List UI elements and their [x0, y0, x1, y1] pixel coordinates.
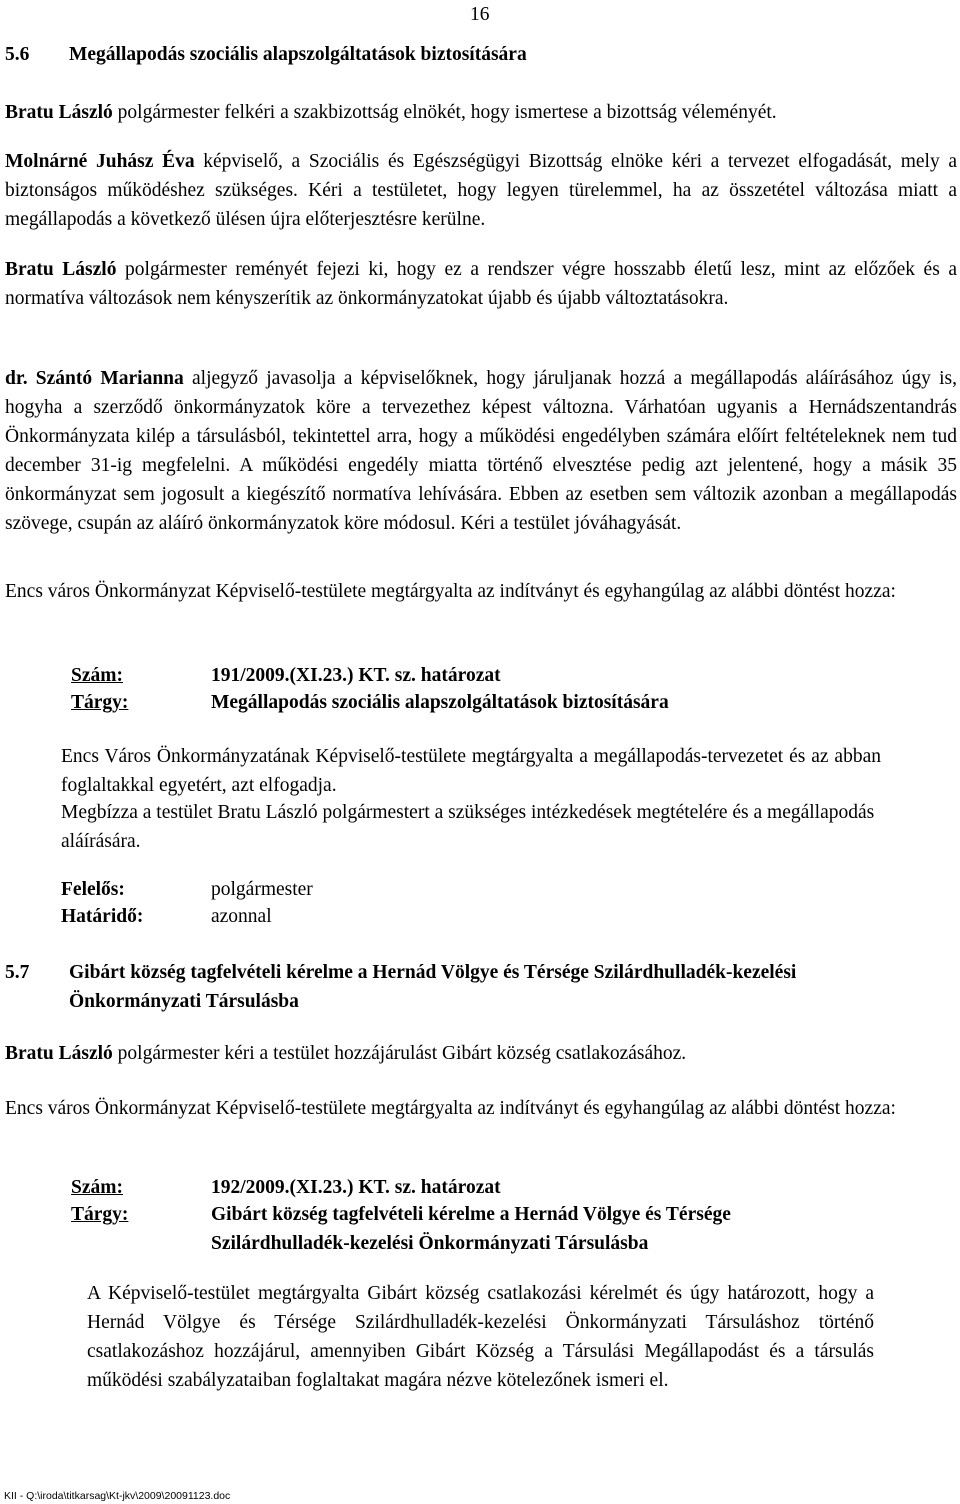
section-title: Gibárt község tagfelvételi kérelme a Hernád Völgye és Térsége Szilárdhulladék-kezelési [69, 962, 797, 983]
resolution-number: 191/2009.(XI.23.) KT. sz. határozat [211, 665, 501, 686]
paragraph [5, 147, 957, 234]
paragraph: Encs város Önkormányzat Képviselő-testülete megtárgyalta az indítványt és egyhangúlag az alábbi döntést hozza: [5, 581, 896, 602]
section-number: 5.6 [5, 44, 30, 65]
resolution-body: A Képviselő-testület megtárgyalta Gibárt község csatlakozási kérelmét és úgy határozott, hogy a Hernád Völgye és Térsége Szilárdhulladék-kezelési Önkormányzati Társuláshoz történő csatlakozáshoz hozzájárul, amennyiben Gibárt Község a Társulási Megállapodást és a társulás működési szabályzataiban foglaltakat magára nézve kötelezőnek ismeri el. [87, 1283, 874, 1391]
footer-file-path: KII - Q:\iroda\titkarsag\Kt-jkv\2009\20091123.doc [4, 1490, 231, 1502]
paragraph-text: polgármester felkéri a szakbizottság elnökét, hogy ismertese a bizottság véleményét. [112, 102, 777, 123]
speaker-name: Bratu László [5, 1043, 113, 1064]
resolution-number-row [71, 661, 501, 690]
section-number: 5.7 [5, 962, 30, 983]
deadline-value: azonnal [211, 906, 272, 927]
paragraph-text: polgármester kéri a testület hozzájárulást Gibárt község csatlakozásához. [112, 1043, 687, 1064]
resolution-subject-label: Tárgy: [71, 692, 129, 713]
resolution-number-label: Szám: [71, 665, 123, 686]
resolution-subject-row [71, 1200, 731, 1258]
paragraph [5, 364, 957, 538]
resolution-number-row [71, 1173, 501, 1202]
resolution-subject-continued: Szilárdhulladék-kezelési Önkormányzati Társulásba [211, 1233, 649, 1254]
deadline-label: Határidő: [61, 906, 144, 927]
page-number: 16 [470, 4, 490, 25]
resolution-subject: Gibárt község tagfelvételi kérelme a Hernád Völgye és Térsége [211, 1204, 731, 1225]
section-heading-5-6 [5, 40, 527, 69]
resolution-body: Megbízza a testület Bratu László polgármestert a szükséges intézkedések megtételére és a megállapodás aláírására. [61, 802, 875, 852]
resolution-number-label: Szám: [71, 1177, 123, 1198]
resolution-subject: Megállapodás szociális alapszolgáltatások biztosítására [211, 692, 669, 713]
section-title-continued: Önkormányzati Társulásba [69, 991, 299, 1012]
resolution-subject-label: Tárgy: [71, 1204, 129, 1225]
paragraph [5, 255, 957, 313]
responsible-label: Felelős: [61, 879, 125, 900]
paragraph [5, 98, 957, 127]
resolution-body: Encs Város Önkormányzatának Képviselő-testülete megtárgyalta a megállapodás-tervezetet és az abban foglaltakkal egyetért, azt elfogadja. [61, 746, 881, 796]
speaker-name: Molnárné Juhász Éva [5, 151, 195, 172]
paragraph: Encs város Önkormányzat Képviselő-testülete megtárgyalta az indítványt és egyhangúlag az alábbi döntést hozza: [5, 1098, 896, 1119]
responsible-row [61, 875, 313, 904]
speaker-name: Bratu László [5, 259, 117, 280]
speaker-name: dr. Szántó Marianna [5, 368, 184, 389]
resolution-number: 192/2009.(XI.23.) KT. sz. határozat [211, 1177, 501, 1198]
deadline-row [61, 902, 272, 931]
paragraph-text: képviselő, a Szociális és Egészségügyi Bizottság elnöke kéri a tervezet elfogadását, mely a biztonságos működéshez szükséges. Kéri a testületet, hogy legyen türelemmel, ha az összetétel változása miatt a megállapodás a következő ülésen újra előterjesztésre kerülne. [5, 151, 958, 230]
paragraph-text: aljegyző javasolja a képviselőknek, hogy járuljanak hozzá a megállapodás aláírásához úgy is, hogyha a szerződő önkormányzatok köre a tervezethez képest változna. Várhatóan ugyanis a Hernádszentandrás Önkormányzata kilép a társulásból, tekintettel arra, hogy a működési engedélyben számára előírt feltételeknek nem tud december 31-ig megfelelni. A működési engedély miatta történő elvesztése pedig azt jelentené, hogy a másik 35 önkormányzat sem jogosult a kiegészítő normatíva lehívására. Ebben az esetben sem változik azonban a megállapodás szövege, csupán az aláíró önkormányzatok köre módosul. Kéri a testület jóváhagyását. [5, 368, 957, 534]
section-title: Megállapodás szociális alapszolgáltatások biztosítására [69, 44, 527, 65]
section-heading-5-7 [5, 958, 960, 1016]
responsible-value: polgármester [211, 879, 313, 900]
speaker-name: Bratu László [5, 102, 113, 123]
paragraph [5, 1039, 957, 1068]
resolution-subject-row [71, 688, 669, 717]
paragraph-text: polgármester reményét fejezi ki, hogy ez a rendszer végre hosszabb életű lesz, mint az előzőek és a normatíva változások nem kényszerítik az önkormányzatokat újabb és újabb változtatásokra. [5, 259, 958, 309]
